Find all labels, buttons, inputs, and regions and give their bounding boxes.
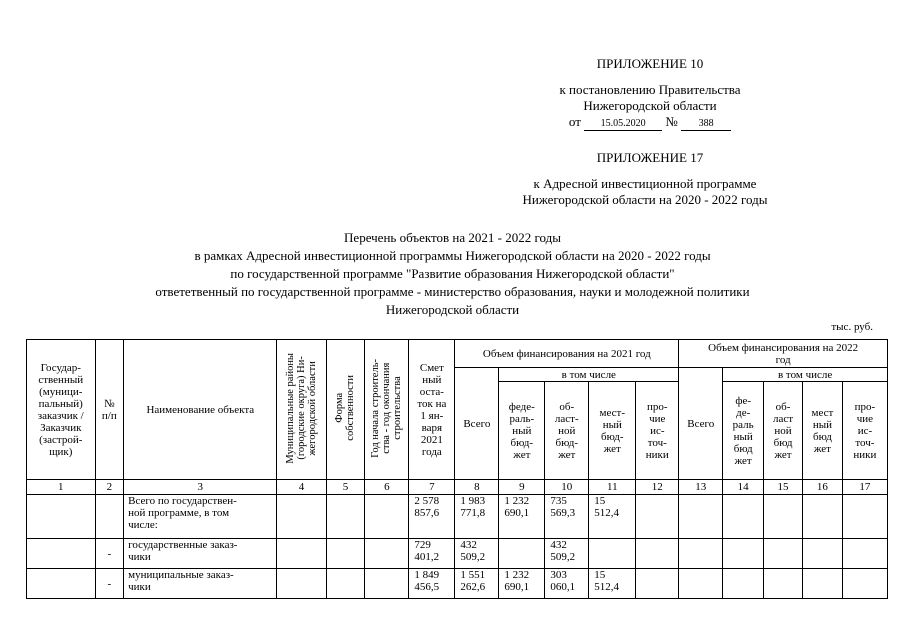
date-prefix: от [568,114,581,129]
number-cell: - [95,569,124,599]
regional-2022-cell [764,569,803,599]
column-number: 8 [455,480,499,495]
units-label: тыс. руб. [831,321,873,333]
header-fin-2021: Объем финансирования на 2021 год [455,340,679,368]
years-cell [365,539,409,569]
column-number: 2 [95,480,124,495]
local-2022-cell [802,539,842,569]
ownership-cell [326,569,365,599]
doc-title-line-5: Нижегородской области [385,302,520,317]
federal-2021-cell: 1 232 690,1 [499,569,545,599]
estimate-cell: 1 849 456,5 [409,569,455,599]
appendix-17-heading: ПРИЛОЖЕНИЕ 17 [596,150,704,165]
column-number: 4 [277,480,326,495]
doc-title-line-2: в рамках Адресной инвестиционной программы Нижегородской области на 2020 - 2022 годы [194,248,711,263]
header-other-2022: про- чие ис- точ- ники [842,382,887,480]
customer-cell [27,495,96,539]
header-years [365,340,409,480]
ownership-cell [326,539,365,569]
column-number: 3 [124,480,277,495]
header-customer: Государ- ственный (муници- пальный) заказчик / Заказчик (застрой- щик) [27,340,96,480]
number-sign: № [665,114,678,129]
districts-label: Муниципальные районы (городские округа) Ни- жегородской области [285,352,319,464]
regional-2021-cell: 303 060,1 [545,569,589,599]
doc-title-line-4: ответетвенный по государственной программе - министерство образования, науки и молодежной политики [155,284,750,299]
decree-date: 15.05.2020 [584,118,662,131]
column-number: 5 [326,480,365,495]
header-local-2022: мест ный бюд жет [802,382,842,480]
districts-cell [277,495,326,539]
header-regional-2022: об- ласт ной бюд жет [764,382,803,480]
local-2021-cell: 15 512,4 [589,495,636,539]
local-2022-cell [802,495,842,539]
number-cell: - [95,539,124,569]
column-number: 15 [764,480,803,495]
column-number: 13 [679,480,723,495]
federal-2022-cell [723,539,764,569]
program-line-1: к Адресной инвестиционной программе [533,176,757,191]
decree-date-line [550,114,750,131]
column-number: 16 [802,480,842,495]
total-2022-cell [679,539,723,569]
total-2022-cell [679,569,723,599]
local-2021-cell: 15 512,4 [589,569,636,599]
header-including-2021: в том числе [499,368,679,382]
column-number: 10 [545,480,589,495]
years-cell [365,569,409,599]
other-2022-cell [842,569,887,599]
column-number: 7 [409,480,455,495]
estimate-cell: 2 578 857,6 [409,495,455,539]
customer-cell [27,539,96,569]
total-2022-cell [679,495,723,539]
table-row [27,539,888,569]
total-2021-cell: 1 551 262,6 [455,569,499,599]
decree-number: 388 [681,118,731,131]
local-2022-cell [802,569,842,599]
ownership-cell [326,495,365,539]
table-row [27,569,888,599]
districts-cell [277,539,326,569]
column-number: 14 [723,480,764,495]
other-2021-cell [636,539,679,569]
decree-line-2: Нижегородской области [583,98,717,113]
objects-table [26,339,888,599]
regional-2022-cell [764,495,803,539]
object-name-cell: муниципальные заказ- чики [124,569,277,599]
header-ownership [326,340,365,480]
header-federal-2022: фе- де- раль ный бюд жет [723,382,764,480]
ownership-label: Форма собственности [334,375,357,441]
appendix-10-heading: ПРИЛОЖЕНИЕ 10 [596,56,704,71]
header-fin-2022: Объем финансирования на 2022 год [679,340,888,368]
column-number: 6 [365,480,409,495]
column-number: 1 [27,480,96,495]
total-2021-cell: 1 983 771,8 [455,495,499,539]
regional-2022-cell [764,539,803,569]
header-estimate: Смет ный оста- ток на 1 ян- варя 2021 года [409,340,455,480]
districts-cell [277,569,326,599]
other-2022-cell [842,539,887,569]
header-number: № п/п [95,340,124,480]
years-cell [365,495,409,539]
estimate-cell: 729 401,2 [409,539,455,569]
doc-title-line-3: по государственной программе "Развитие образования Нижегородской области" [230,266,675,281]
regional-2021-cell: 735 569,3 [545,495,589,539]
number-cell [95,495,124,539]
column-number: 12 [636,480,679,495]
header-other-2021: про- чие ис- точ- ники [636,382,679,480]
program-line-2: Нижегородской области на 2020 - 2022 годы [522,192,768,207]
header-regional-2021: об- ласт- ной бюд- жет [545,382,589,480]
doc-title-line-1: Перечень объектов на 2021 - 2022 годы [344,230,561,245]
total-2021-cell: 432 509,2 [455,539,499,569]
header-districts [277,340,326,480]
table-row [27,495,888,539]
local-2021-cell [589,539,636,569]
header-local-2021: мест- ный бюд- жет [589,382,636,480]
header-including-2022: в том числе [723,368,888,382]
federal-2021-cell: 1 232 690,1 [499,495,545,539]
federal-2022-cell [723,569,764,599]
object-name-cell: государственные заказ- чики [124,539,277,569]
other-2021-cell [636,495,679,539]
header-object-name: Наименование объекта [124,340,277,480]
header-federal-2021: феде- раль- ный бюд- жет [499,382,545,480]
decree-line-1: к постановлению Правительства [559,82,741,97]
other-2022-cell [842,495,887,539]
federal-2021-cell [499,539,545,569]
federal-2022-cell [723,495,764,539]
other-2021-cell [636,569,679,599]
object-name-cell: Всего по государствен- ной программе, в том числе: [124,495,277,539]
column-number-row [27,480,888,495]
header-total-2021: Всего [455,368,499,480]
column-number: 17 [842,480,887,495]
column-number: 9 [499,480,545,495]
column-number: 11 [589,480,636,495]
customer-cell [27,569,96,599]
years-label: Год начала строитель- ства - год окончания строительства [370,358,404,458]
header-total-2022: Всего [679,368,723,480]
regional-2021-cell: 432 509,2 [545,539,589,569]
